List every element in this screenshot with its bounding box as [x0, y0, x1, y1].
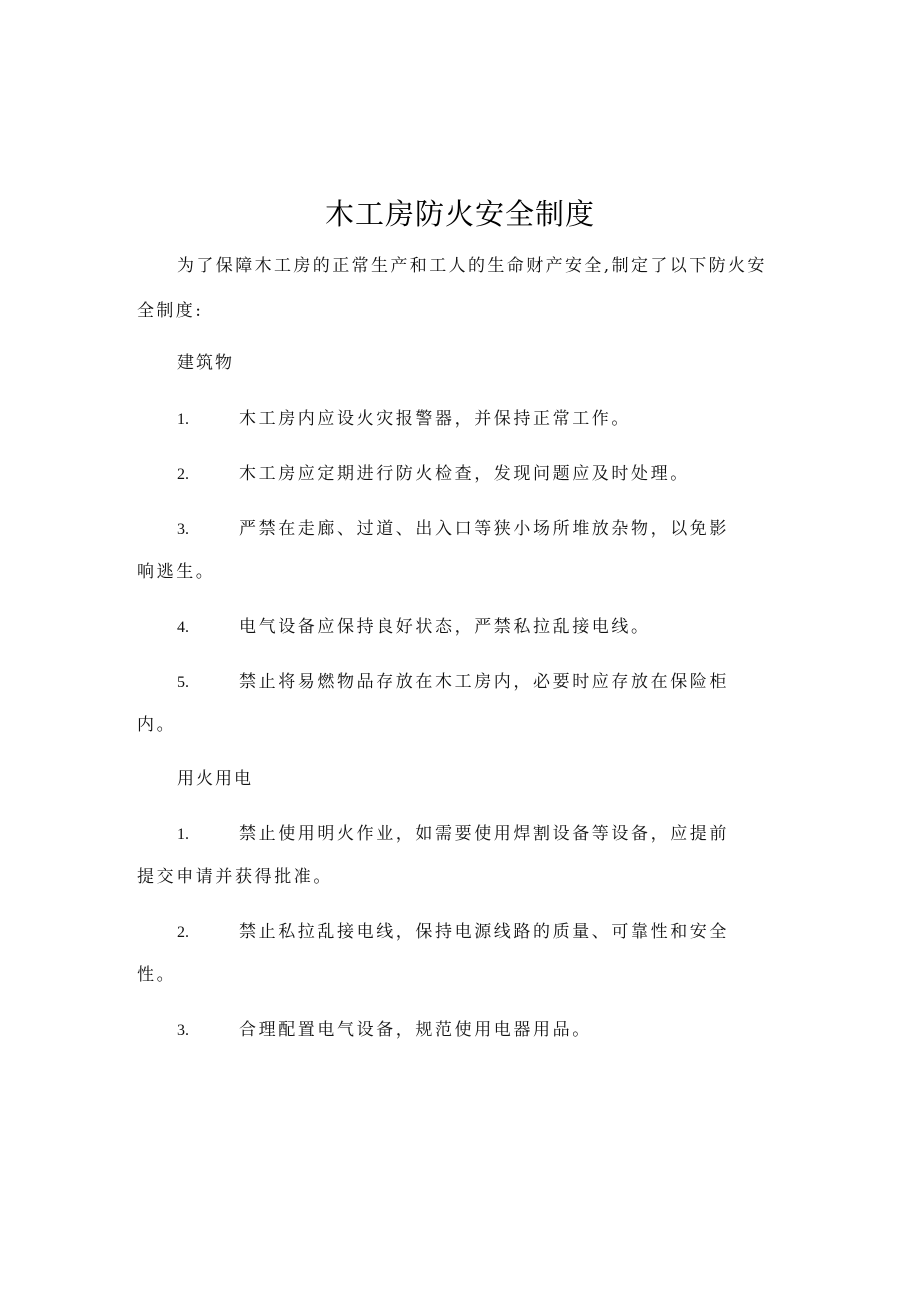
- list-item: [137, 661, 743, 746]
- list-item: [137, 398, 743, 441]
- list-item-text: 严禁在走廊、过道、出入口等狭小场所堆放杂物，以免影响逃生。: [137, 519, 729, 582]
- list-item-number: 4.: [177, 619, 189, 636]
- list-item-number: 3.: [177, 521, 189, 538]
- list-item-number: 3.: [177, 1022, 189, 1039]
- section-heading-building: 建筑物: [177, 353, 234, 373]
- list-item-text: 禁止将易燃物品存放在木工房内，必要时应存放在保险柜内。: [137, 672, 729, 735]
- list-item: [137, 606, 743, 649]
- list-item-number: 2.: [177, 924, 189, 941]
- list-item: [137, 1009, 743, 1052]
- list-item-text: 禁止使用明火作业，如需要使用焊割设备等设备，应提前提交申请并获得批准。: [137, 824, 729, 887]
- list-item-number: 5.: [177, 674, 189, 691]
- list-item-text: 木工房内应设火灾报警器，并保持正常工作。: [239, 409, 631, 429]
- list-item: [137, 508, 743, 593]
- document-title: 木工房防火安全制度: [324, 197, 595, 231]
- intro-paragraph: 为了保障木工房的正常生产和工人的生命财产安全,制定了以下防火安全制度:: [137, 256, 767, 321]
- list-item-text: 合理配置电气设备，规范使用电器用品。: [239, 1020, 592, 1040]
- list-item-text: 木工房应定期进行防火检查，发现问题应及时处理。: [239, 464, 690, 484]
- list-item: [137, 813, 743, 898]
- list-item-text: 禁止私拉乱接电线，保持电源线路的质量、可靠性和安全性。: [137, 922, 729, 985]
- section-heading-fire-electric: 用火用电: [177, 769, 253, 789]
- list-item-number: 2.: [177, 466, 189, 483]
- list-item: [137, 911, 743, 996]
- list-item-number: 1.: [177, 411, 189, 428]
- list-item: [137, 453, 743, 496]
- list-item-number: 1.: [177, 826, 189, 843]
- list-item-text: 电气设备应保持良好状态，严禁私拉乱接电线。: [239, 617, 651, 637]
